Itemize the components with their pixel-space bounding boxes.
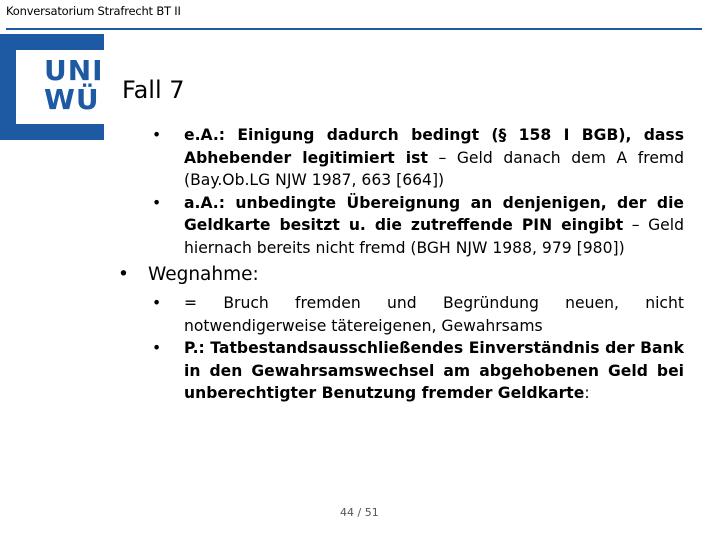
list-item-definition [110,292,690,337]
bullet-icon: • [152,126,162,144]
bullet-icon: • [152,193,162,212]
logo-text: UNI WÜ [44,54,104,116]
bullet-icon: • [152,339,162,357]
opinion-list [110,124,690,259]
list-item-opinion-1 [110,124,690,192]
problem-colon: : [584,384,590,402]
opinion-1-claim: e.A.: Einigung dadurch bedingt (§ 158 I BGB), dass Abhebender legitimiert ist [184,126,684,167]
slide-content [110,124,690,405]
opinion-1-source: – Geld danach dem A fremd (Bay.Ob.LG NJW 1987, 663 [664]) [184,148,684,189]
opinion-2-source: – Geld hiernach bereits nicht fremd (BGH NJW 1988, 979 [980]) [184,216,685,257]
university-logo [0,34,104,140]
list-item-problem [110,337,690,405]
wegnahme-heading: Wegnahme: [148,264,259,285]
wegnahme-list [110,292,690,405]
opinion-2-claim: a.A.: unbedingte Übereignung an denjenigen, der die Geldkarte besitzt u. die zutreffende PIN eingibt [184,193,684,234]
slide-title: Fall 7 [122,76,185,104]
problem-text: P.: Tatbestandsausschließendes Einverständnis der Bank in den Gewahrsamswechsel am abgehobenen Geld bei unberechtigter Benutzung fremder Geldkarte [184,339,684,402]
list-item-opinion-2 [110,192,690,260]
bullet-icon: • [118,264,129,285]
course-title: Konversatorium Strafrecht BT II [6,4,181,18]
bullet-icon: • [152,294,162,312]
list-item-wegnahme [110,262,690,288]
definition-text: = Bruch fremden und Begründung neuen, nicht notwendigerweise tätereigenen, Gewahrsams [184,294,684,335]
header-divider [6,28,702,30]
page-number: 44 / 51 [340,506,379,519]
